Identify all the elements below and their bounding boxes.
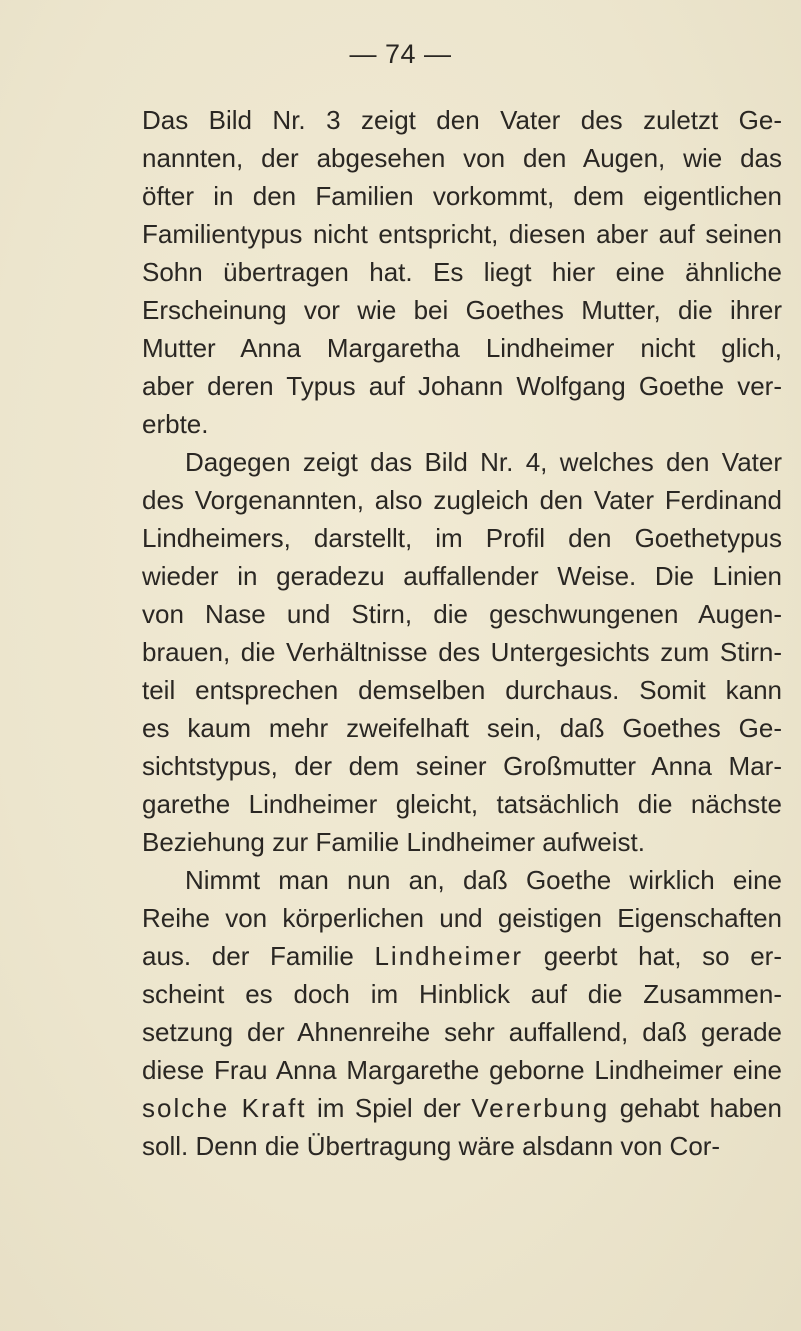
text-line: Sohn übertragen hat. Es liegt hier eine ähnliche (142, 257, 782, 287)
text-line: es kaum mehr zweifelhaft sein, daß Goethes Ge- (142, 713, 782, 743)
text-line: Das Bild Nr. 3 zeigt den Vater des zuletzt Ge- (142, 105, 782, 135)
text-line: von Nase und Stirn, die geschwungenen Augen- (142, 599, 782, 629)
text-line: diese Frau Anna Margarethe geborne Lindheimer eine (142, 1055, 782, 1085)
text-line (142, 937, 782, 975)
page-number: — 74 — (349, 39, 452, 69)
text-line: brauen, die Verhältnisse des Untergesichts zum Stirn- (142, 637, 782, 667)
body-text (142, 101, 782, 1165)
text-line: sichtstypus, der dem seiner Großmutter Anna Mar- (142, 751, 782, 781)
text-line: aber deren Typus auf Johann Wolfgang Goethe ver- (142, 371, 782, 401)
text-line: garethe Lindheimer gleicht, tatsächlich die nächste (142, 789, 782, 819)
text-line: soll. Denn die Übertragung wäre alsdann von Cor- (142, 1131, 721, 1161)
text-line: Erscheinung vor wie bei Goethes Mutter, die ihrer (142, 295, 782, 325)
text-line: Reihe von körperlichen und geistigen Eigenschaften (142, 903, 782, 933)
text-line: Beziehung zur Familie Lindheimer aufweist. (142, 827, 645, 857)
text-line: wieder in geradezu auffallender Weise. Die Linien (142, 561, 782, 591)
text-fragment: im Spiel der (317, 1093, 461, 1123)
spaced-phrase: Vererbung (471, 1093, 610, 1123)
text-fragment: geerbt hat, so er- (543, 941, 782, 971)
text-line: nannten, der abgesehen von den Augen, wie das (142, 143, 782, 173)
text-line: Lindheimers, darstellt, im Profil den Goethetypus (142, 523, 782, 553)
spaced-name: Lindheimer (374, 941, 524, 971)
text-line: öfter in den Familien vorkommt, dem eigentlichen (142, 181, 782, 211)
text-line: des Vorgenannten, also zugleich den Vater Ferdinand (142, 485, 782, 515)
text-line: erbte. (142, 409, 209, 439)
text-line (142, 1089, 782, 1127)
text-line: setzung der Ahnenreihe sehr auffallend, daß gerade (142, 1017, 782, 1047)
text-line: Nimmt man nun an, daß Goethe wirklich eine (185, 865, 782, 895)
text-line: Dagegen zeigt das Bild Nr. 4, welches den Vater (185, 447, 782, 477)
spaced-phrase: solche Kraft (142, 1093, 307, 1123)
text-line: Familientypus nicht entspricht, diesen aber auf seinen (142, 219, 782, 249)
text-fragment: aus. der Familie (142, 941, 354, 971)
text-fragment: gehabt haben (619, 1093, 782, 1123)
text-line: scheint es doch im Hinblick auf die Zusammen- (142, 979, 782, 1009)
text-line: Mutter Anna Margaretha Lindheimer nicht glich, (142, 333, 782, 363)
text-line: teil entsprechen demselben durchaus. Somit kann (142, 675, 782, 705)
